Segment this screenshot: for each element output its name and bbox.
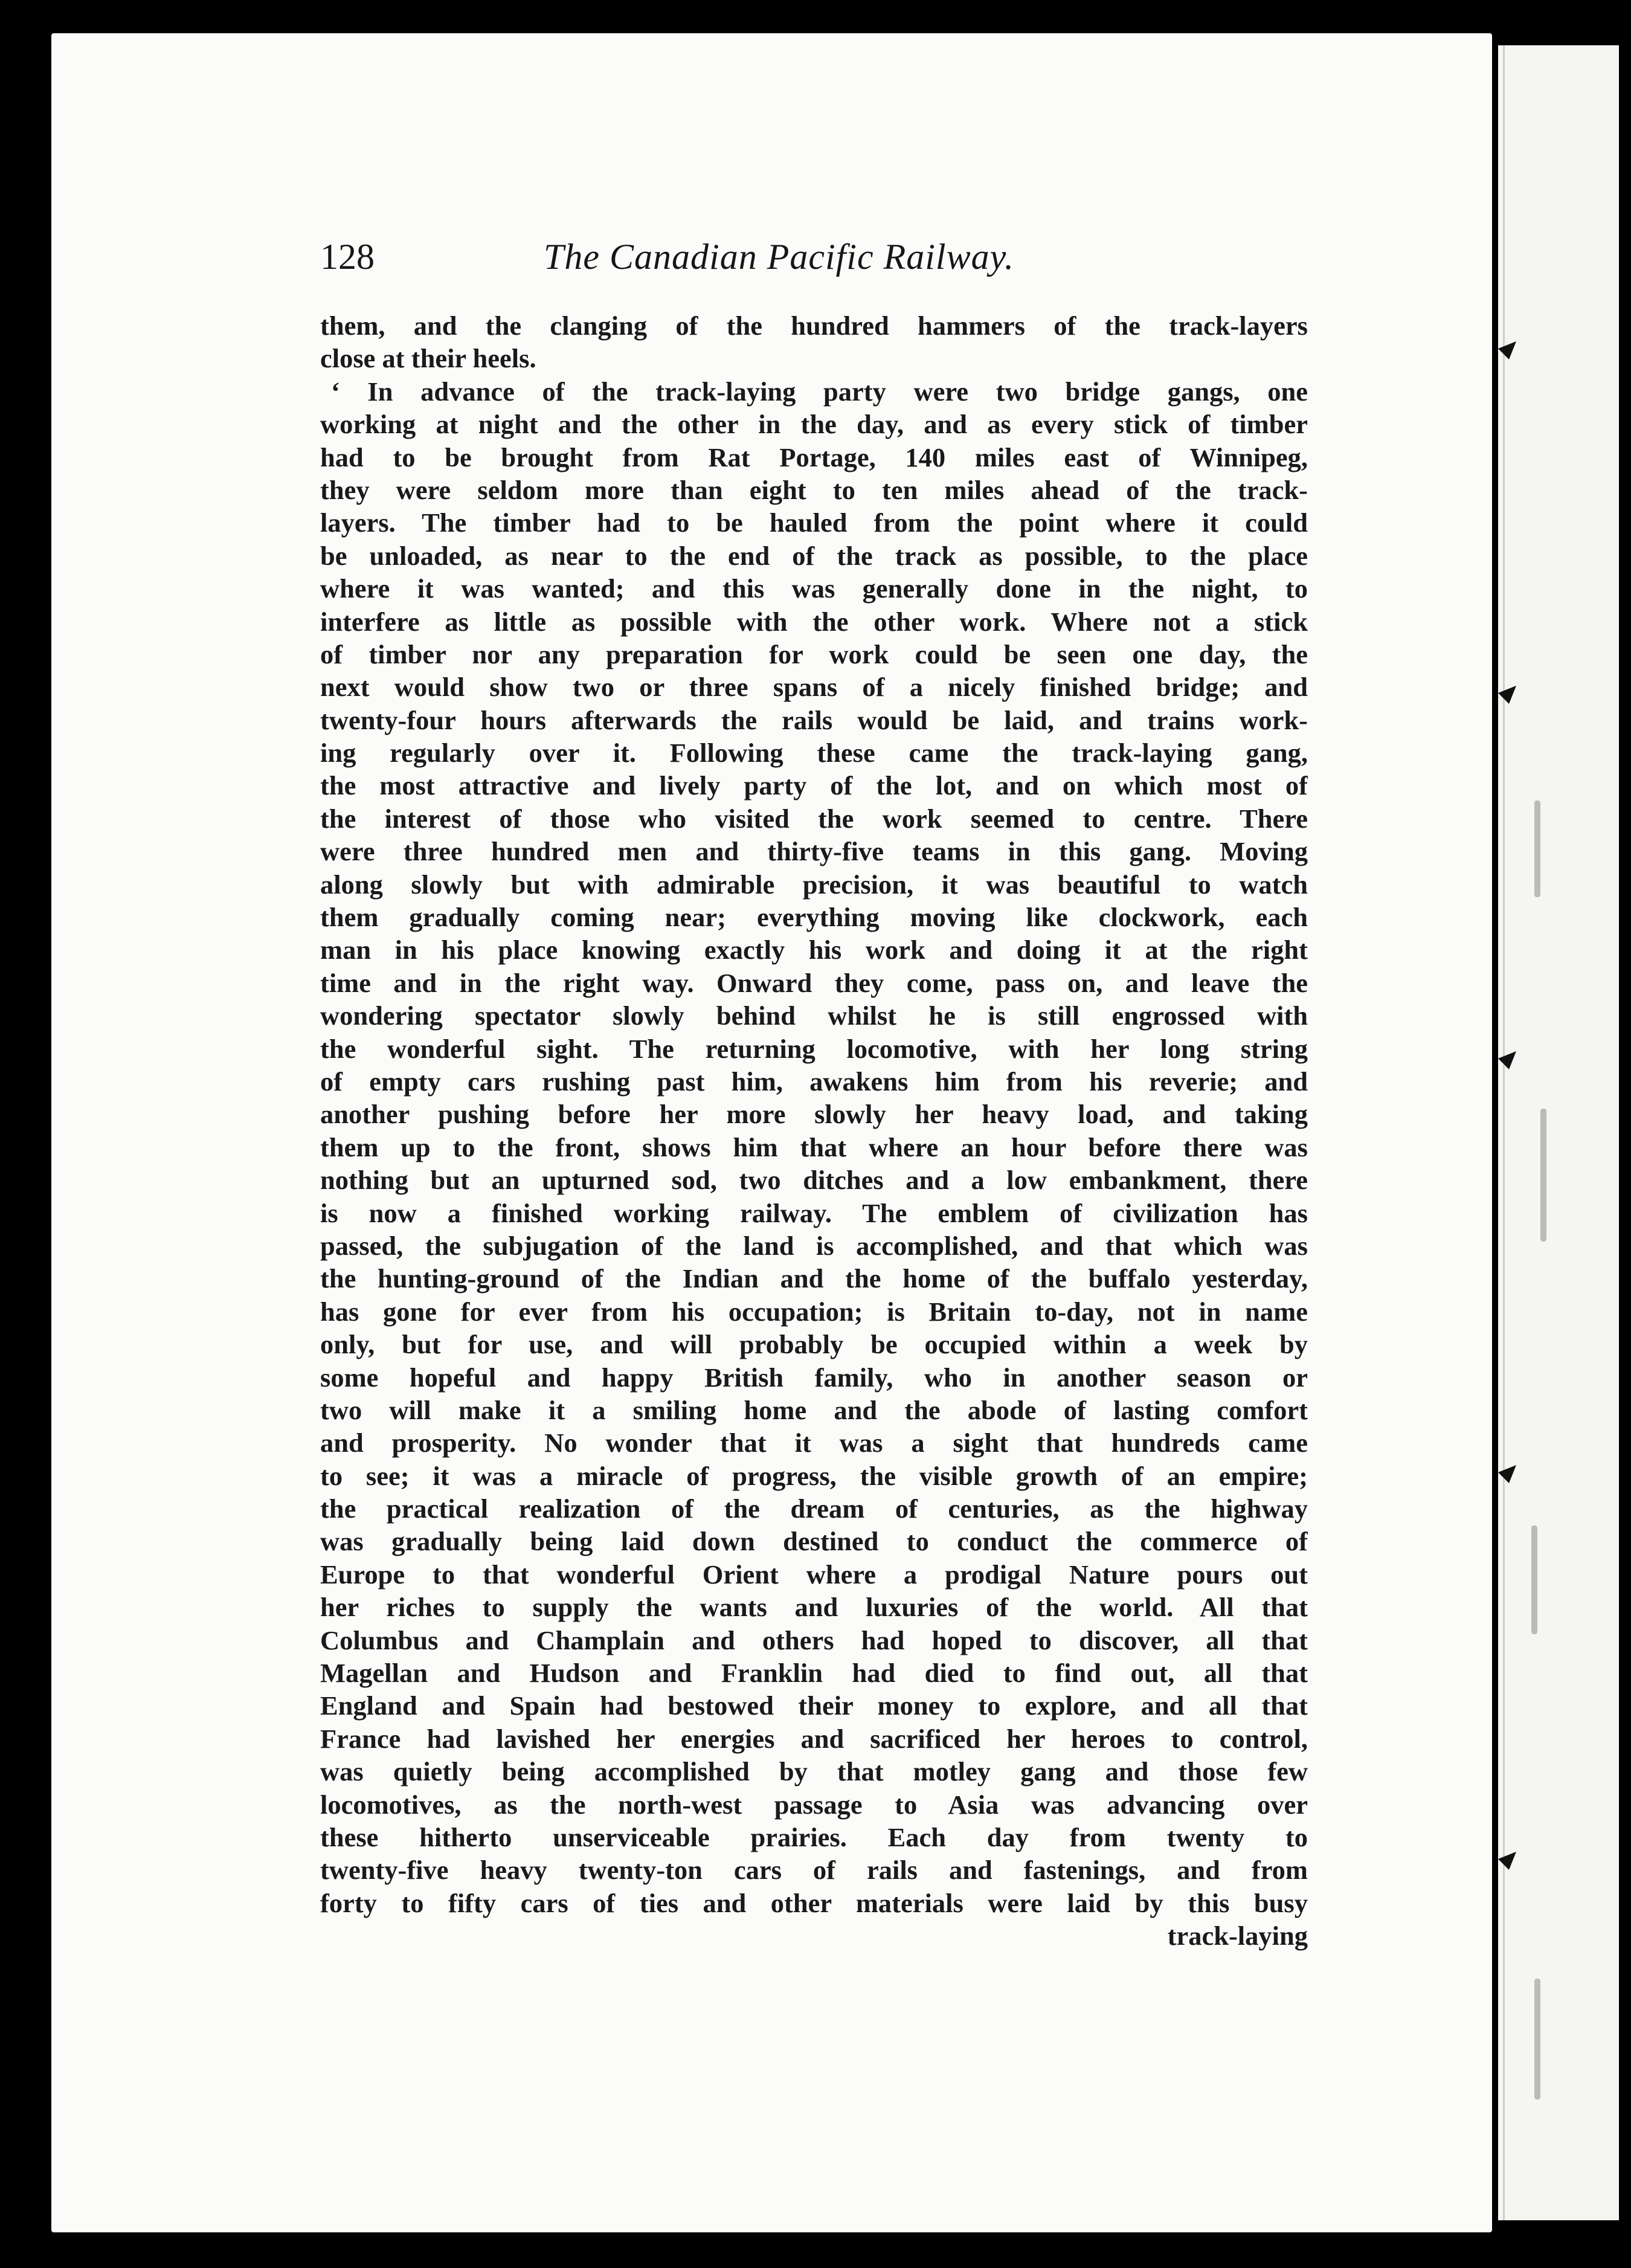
text-line: were three hundred men and thirty-five teams in this gang. Moving bbox=[320, 836, 1308, 867]
edge-shadow bbox=[1534, 801, 1540, 897]
text-line: has gone for ever from his occupation; is Britain to-day, not in name bbox=[320, 1296, 1308, 1327]
text-line: the most attractive and lively party of the lot, and on which most of bbox=[320, 770, 1308, 801]
text-line: close at their heels. bbox=[320, 343, 536, 374]
text-line: two will make it a smiling home and the abode of lasting comfort bbox=[320, 1394, 1308, 1425]
text-line: wondering spectator slowly behind whilst he is still engrossed with bbox=[320, 1000, 1308, 1031]
text-line: man in his place knowing exactly his work and doing it at the right bbox=[320, 935, 1308, 965]
edge-shadow bbox=[1540, 1109, 1546, 1242]
edge-shadow bbox=[1534, 1979, 1540, 2099]
text-line: the interest of those who visited the work seemed to centre. There bbox=[320, 803, 1308, 834]
text-line: twenty-four hours afterwards the rails would be laid, and trains work- bbox=[320, 704, 1308, 735]
text-line: to see; it was a miracle of progress, the visible growth of an empire; bbox=[320, 1460, 1308, 1491]
text-line: passed, the subjugation of the land is accomplished, and that which was bbox=[320, 1230, 1308, 1261]
catchword: track-laying bbox=[1167, 1921, 1308, 1951]
edge-mark bbox=[1498, 1852, 1516, 1870]
text-line: them gradually coming near; everything moving like clockwork, each bbox=[320, 902, 1308, 933]
text-line: France had lavished her energies and sacrificed her heroes to control, bbox=[320, 1723, 1308, 1754]
text-line: next would show two or three spans of a nicely finished bridge; and bbox=[320, 672, 1308, 703]
text-line: another pushing before her more slowly her heavy load, and taking bbox=[320, 1099, 1308, 1130]
text-line: and prosperity. No wonder that it was a sight that hundreds came bbox=[320, 1428, 1308, 1458]
text-line: was gradually being laid down destined to conduct the commerce of bbox=[320, 1526, 1308, 1557]
text-line: time and in the right way. Onward they come, pass on, and leave the bbox=[320, 967, 1308, 998]
text-line: forty to fifty cars of ties and other materials were laid by this busy bbox=[320, 1887, 1308, 1918]
text-line: these hitherto unserviceable prairies. Each day from twenty to bbox=[320, 1822, 1308, 1852]
text-line: they were seldom more than eight to ten miles ahead of the track- bbox=[320, 474, 1308, 505]
page-number: 128 bbox=[320, 237, 375, 277]
text-line: is now a finished working railway. The emblem of civilization has bbox=[320, 1197, 1308, 1228]
text-line: twenty-five heavy twenty-ton cars of rails and fastenings, and from bbox=[320, 1855, 1308, 1886]
text-line: of empty cars rushing past him, awakens him from his reverie; and bbox=[320, 1066, 1308, 1097]
text-line: Columbus and Champlain and others had hoped to discover, all that bbox=[320, 1625, 1308, 1655]
text-line: be unloaded, as near to the end of the track as possible, to the place bbox=[320, 540, 1308, 571]
text-line: ‘ In advance of the track-laying party were two bridge gangs, one bbox=[331, 376, 1308, 407]
text-line: the practical realization of the dream of centuries, as the highway bbox=[320, 1493, 1308, 1524]
text-line: England and Spain had bestowed their money to explore, and all that bbox=[320, 1690, 1308, 1721]
text-line: interfere as little as possible with the other work. Where not a stick bbox=[320, 606, 1308, 637]
text-line: the hunting-ground of the Indian and the home of the buffalo yesterday, bbox=[320, 1263, 1308, 1294]
page-fold bbox=[1503, 45, 1505, 2220]
text-line: layers. The timber had to be hauled from the point where it could bbox=[320, 507, 1308, 538]
edge-mark bbox=[1498, 1051, 1516, 1069]
text-line: her riches to supply the wants and luxuries of the world. All that bbox=[320, 1592, 1308, 1623]
text-line: ing regularly over it. Following these came the track-laying gang, bbox=[320, 738, 1308, 768]
text-line: them up to the front, shows him that where an hour before there was bbox=[320, 1132, 1308, 1162]
edge-mark bbox=[1498, 1465, 1516, 1483]
text-line: them, and the clanging of the hundred hammers of the track-layers bbox=[320, 311, 1308, 341]
edge-mark bbox=[1498, 341, 1516, 359]
text-line: Europe to that wonderful Orient where a prodigal Nature pours out bbox=[320, 1559, 1308, 1590]
body-text bbox=[320, 309, 1308, 1953]
text-line: of timber nor any preparation for work could be seen one day, the bbox=[320, 639, 1308, 669]
edge-mark bbox=[1498, 686, 1516, 704]
text-line: along slowly but with admirable precision, it was beautiful to watch bbox=[320, 869, 1308, 900]
text-line: was quietly being accomplished by that motley gang and those few bbox=[320, 1756, 1308, 1787]
text-line: where it was wanted; and this was generally done in the night, to bbox=[320, 573, 1308, 604]
text-line: only, but for use, and will probably be occupied within a week by bbox=[320, 1329, 1308, 1360]
text-line: Magellan and Hudson and Franklin had died to find out, all that bbox=[320, 1658, 1308, 1689]
text-line: the wonderful sight. The returning locomotive, with her long string bbox=[320, 1033, 1308, 1064]
running-title: The Canadian Pacific Railway. bbox=[544, 237, 1014, 277]
running-head bbox=[320, 233, 1308, 281]
adjacent-page-edge bbox=[1498, 45, 1619, 2220]
text-line: nothing but an upturned sod, two ditches and a low embankment, there bbox=[320, 1165, 1308, 1196]
text-line: working at night and the other in the day, and as every stick of timber bbox=[320, 409, 1308, 440]
text-line: had to be brought from Rat Portage, 140 miles east of Winnipeg, bbox=[320, 442, 1308, 472]
text-line: locomotives, as the north-west passage to Asia was advancing over bbox=[320, 1789, 1308, 1820]
text-line: some hopeful and happy British family, who in another season or bbox=[320, 1362, 1308, 1393]
edge-shadow bbox=[1531, 1525, 1537, 1634]
